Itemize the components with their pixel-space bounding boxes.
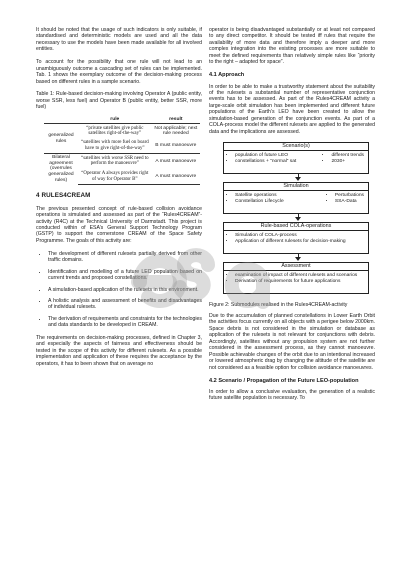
table-cell-rule: “satellites with worse SSR need to perform the manoeuvre” [78, 153, 152, 169]
table-header-result: result [152, 116, 200, 124]
simulation-title: Simulation [224, 183, 368, 192]
arrow-down-icon [295, 257, 301, 261]
list-item: • A simulation-based application of the rulesets in this environment. [48, 287, 202, 293]
list-item: • constellations + “normal” sat [235, 159, 296, 165]
list-item: • The development of different rulesets partially derived from other traffic domains. [48, 251, 202, 264]
table-caption: Table 1: Rule-based decision-making involving Operator A (public entity, worse SSR, less fuel) and Operator B (public entity, better SSR, more fuel) [36, 91, 202, 111]
list-item: • population of future LEO [235, 153, 296, 159]
list-item: • The derivation of requirements and constraints for the technologies and data standards to be developed in CREAM. [48, 316, 202, 329]
scenario-title: Scenario(s) [224, 143, 368, 152]
table-cell-result: A must manoeuvre [152, 169, 200, 185]
list-item: • SSA-Data [335, 199, 364, 205]
row-group-label: Bilateral agreement (overrules generalized rules) [44, 153, 78, 184]
assessment-title: Assessment [224, 263, 368, 272]
table-row [44, 153, 200, 169]
paragraph-operator-disadvantage: operator is being disadvantaged substantially or at least not compared to any direct competitor. It should be tested iff rules that require the availability of more data and therefore imply a deeper and more complex integration into the existing processes are more suitable to meet the defined requirements than relatively simple rules like “priority to the right – adapted for space”. [209, 27, 375, 66]
arrow-down-icon [295, 177, 301, 181]
figure-caption: Figure 2: Submodules realised in the Rules4CREAM-activity [209, 301, 348, 308]
list-item: • 2030+ [331, 159, 364, 165]
list-item: • examination of impact of different rulesets and scenarios [235, 273, 364, 279]
scenario-box [223, 142, 369, 174]
paragraph-future-population: In order to allow a conclusive evaluation, the generation of a realistic future satellite population is necessary. To [209, 388, 375, 402]
list-item: • Constellation Lifecycle [235, 199, 284, 205]
list-item: • different trends [331, 153, 364, 159]
table-header-empty [44, 116, 78, 124]
section-heading-rules4cream: 4 RULES4CREAM [36, 192, 91, 200]
list-item: • Derivation of requirements for future applications [235, 279, 364, 285]
table-cell-rule: “satellites with more fuel on board have to give right-of-the-way” [80, 140, 149, 151]
rules-table [44, 116, 200, 185]
cola-box [223, 222, 369, 254]
submodules-diagram [209, 142, 375, 324]
paragraph-cascading-rules: To account for the possibility that one rule will not lead to an unambiguously outcome a cascading set of rules can be implemented. Tab. 1 shows the exemplary outcome of the decision-making process based on different rules in a sample scenario. [36, 59, 202, 85]
table-cell-result: B must manoeuvre [155, 142, 197, 148]
list-item: • Simulation of COLA-process [235, 233, 364, 239]
list-item: • Perturbations [335, 193, 364, 199]
list-item: • Application of different rulesets for decision-making [235, 239, 364, 245]
table-cell-rule: “Operator A always provides right of way for Operator B” [78, 169, 152, 185]
paragraph-approach: In order to be able to make a trustworthy statement about the suitability of the rulesets a substantial number of representative conjunction events has to be assessed. As part of the Rules4CREAM activity a large-scale orbit simulation has been implemented and different future populations of the Earth’s LEO have been created to allow the simulation-based generation of the conjunction events. As part of a COLA-process model the different rulesets are applied to the generated data and the implications are assessed. [209, 83, 375, 135]
simulation-box [223, 182, 369, 214]
paragraph-indicators: It should be noted that the usage of such indicators is only suitable, if standardised and deterministic models are used and all the data necessary to use the models have been made available for all involved entities. [36, 27, 202, 53]
paragraph-rules4cream-intro: The previous presented concept of rule-based collision avoidance operations is simulated and assessed as part of the “Rules4CREAM”-activity (R4C) at the Technical University of Darmstadt. This project is conducted within of ESA’s General Support Technology Program (GSTP) to support the cornerstone CREAM of the Space Safety Programme. The goals of this activity are: [36, 205, 202, 244]
table-header-rule: rule [78, 116, 152, 124]
subsection-heading-approach: 4.1 Approach [209, 72, 245, 79]
table-header-row [44, 116, 200, 124]
list-item: • Satellite operations [235, 193, 284, 199]
table-row [44, 124, 200, 139]
goals-list [36, 251, 202, 329]
row-group-label: generalized rules [48, 132, 74, 144]
paragraph-constellations: Due to the accumulation of planned constellations in Lower Earth Orbit the activities focus currently on all objects with a perigee below 2000km. Space debris is not considered in the simulation or database as application of the rulesets is not relevant for conjunctions with debris. Accordingly, satellites without any propulsion system are not further considered in the assessment process, as they cannot manoeuvre. Possible achievable changes of the orbit due to an intentional increased or lowered atmospheric drag by changing the altitude of the satellite are not considered as a feasible option for collision avoidance manoeuvres. [209, 313, 375, 371]
table-cell-result: Not applicable; next rule needed [154, 125, 198, 137]
assessment-box [223, 262, 369, 294]
right-column [209, 27, 375, 408]
arrow-down-icon [295, 217, 301, 221]
subsection-heading-scenario: 4.2 Scenario / Propagation of the Future LEO-population [209, 377, 359, 384]
list-item: • Identification and modelling of a future LEO population based on current trends and proposed constellations. [48, 269, 202, 282]
left-column [36, 27, 202, 374]
list-item: • A holistic analysis and assessment of benefits and disadvantages of individual rulesets. [48, 298, 202, 311]
cola-title: Rule-based COLA-operations [224, 223, 368, 232]
paragraph-requirements: The requirements on decision-making processes, defined in Chapter 3, and especially the aspects of fairness and effectiveness should be tested in the scope of this activity for different rulesets. As a possible implementation and application of these requires the acceptance by the operators, it has to been shown that on average no [36, 334, 202, 367]
table-cell-result: A must manoeuvre [152, 153, 200, 169]
table-cell-rule: “private satellites give public satellites right-of-the-way” [86, 125, 144, 137]
